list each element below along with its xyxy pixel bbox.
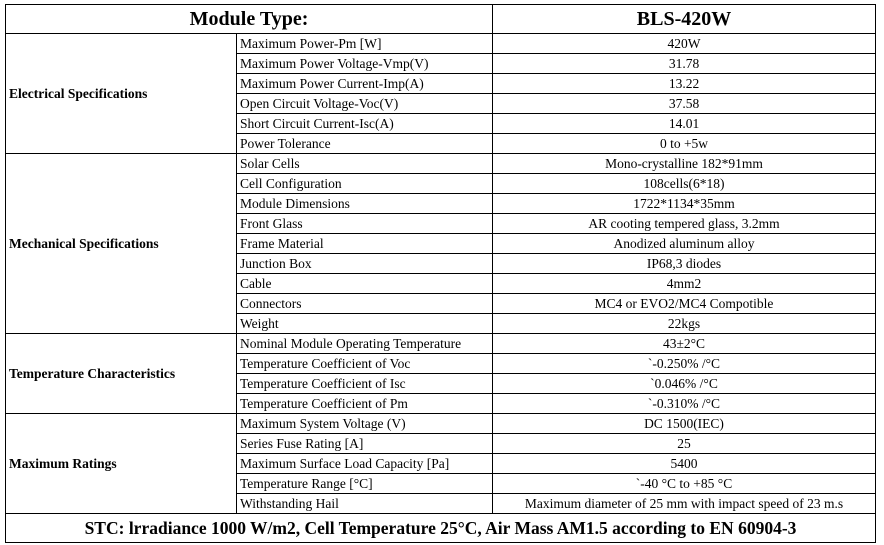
spec-table [5,4,876,543]
section-title: Temperature Characteristics [6,334,237,414]
parameter-name: Junction Box [237,254,493,274]
parameter-name: Connectors [237,294,493,314]
parameter-value: MC4 or EVO2/MC4 Compotible [493,294,876,314]
parameter-name: Open Circuit Voltage-Voc(V) [237,94,493,114]
parameter-name: Power Tolerance [237,134,493,154]
parameter-value: 25 [493,434,876,454]
parameter-value: 4mm2 [493,274,876,294]
parameter-value: DC 1500(IEC) [493,414,876,434]
parameter-value: 1722*1134*35mm [493,194,876,214]
spec-row [6,34,876,54]
section-title: Maximum Ratings [6,414,237,514]
parameter-value: 13.22 [493,74,876,94]
parameter-value: 22kgs [493,314,876,334]
parameter-name: Withstanding Hail [237,494,493,514]
parameter-name: Cable [237,274,493,294]
parameter-name: Front Glass [237,214,493,234]
parameter-name: Maximum Power Voltage-Vmp(V) [237,54,493,74]
section-title: Mechanical Specifications [6,154,237,334]
parameter-name: Frame Material [237,234,493,254]
stc-note: STC: lrradiance 1000 W/m2, Cell Temperature 25°C, Air Mass AM1.5 according to EN 60904-3 [6,514,876,543]
parameter-name: Maximum Power Current-Imp(A) [237,74,493,94]
parameter-value: `0.046% /°C [493,374,876,394]
parameter-value: 37.58 [493,94,876,114]
parameter-name: Temperature Coefficient of Isc [237,374,493,394]
parameter-value: 420W [493,34,876,54]
module-type-label: Module Type: [6,5,493,34]
footer-row [6,514,876,543]
parameter-value: 0 to +5w [493,134,876,154]
header-row [6,5,876,34]
spec-row [6,414,876,434]
module-model: BLS-420W [493,5,876,34]
parameter-value: `-40 °C to +85 °C [493,474,876,494]
parameter-value: Mono-crystalline 182*91mm [493,154,876,174]
parameter-name: Maximum System Voltage (V) [237,414,493,434]
parameter-value: AR cooting tempered glass, 3.2mm [493,214,876,234]
parameter-value: `-0.310% /°C [493,394,876,414]
parameter-name: Nominal Module Operating Temperature [237,334,493,354]
parameter-value: IP68,3 diodes [493,254,876,274]
parameter-value: 14.01 [493,114,876,134]
spec-row [6,334,876,354]
parameter-name: Series Fuse Rating [A] [237,434,493,454]
parameter-value: 43±2°C [493,334,876,354]
parameter-name: Short Circuit Current-Isc(A) [237,114,493,134]
spec-row [6,154,876,174]
parameter-name: Maximum Power-Pm [W] [237,34,493,54]
parameter-name: Cell Configuration [237,174,493,194]
parameter-name: Temperature Coefficient of Pm [237,394,493,414]
parameter-name: Temperature Coefficient of Voc [237,354,493,374]
parameter-value: 5400 [493,454,876,474]
parameter-value: 108cells(6*18) [493,174,876,194]
parameter-name: Temperature Range [°C] [237,474,493,494]
section-title: Electrical Specifications [6,34,237,154]
parameter-name: Solar Cells [237,154,493,174]
parameter-value: 31.78 [493,54,876,74]
parameter-value: `-0.250% /°C [493,354,876,374]
parameter-name: Weight [237,314,493,334]
parameter-name: Maximum Surface Load Capacity [Pa] [237,454,493,474]
parameter-value: Anodized aluminum alloy [493,234,876,254]
parameter-value: Maximum diameter of 25 mm with impact speed of 23 m.s [493,494,876,514]
parameter-name: Module Dimensions [237,194,493,214]
